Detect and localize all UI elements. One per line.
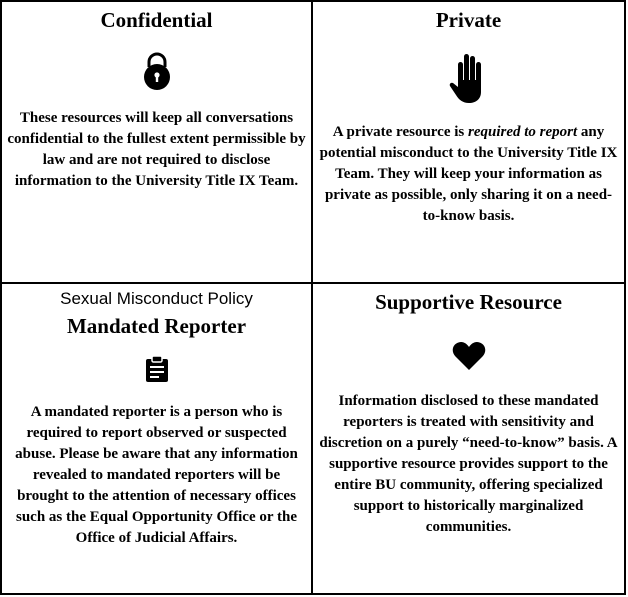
panel-description: A mandated reporter is a person who is required to report observed or suspected abuse. Please be aware that any information revealed to mandated reporters will be brought to the attention of necessary offices such as the Equal Opportunity Office or the Office of Judicial Affairs. xyxy=(15,404,298,546)
hand-icon xyxy=(449,52,489,104)
policy-label: Sexual Misconduct Policy xyxy=(60,289,253,308)
panel-private xyxy=(313,2,624,283)
description-emphasis: required to report xyxy=(468,124,578,140)
panel-confidential xyxy=(1,2,312,283)
lock-icon xyxy=(142,52,172,90)
panel-description: Information disclosed to these mandated reporters is treated with sensitivity and discretion on a purely “need-to-know” basis. A supportive resource provides support to the entire BU community, offering specialized support to historically marginalized communities. xyxy=(319,393,618,535)
panel-supportive-resource xyxy=(313,284,624,593)
bottom-border xyxy=(0,593,626,595)
panel-title: Private xyxy=(435,8,502,32)
right-border xyxy=(624,0,626,595)
panel-title: Confidential xyxy=(100,8,213,32)
panel-description xyxy=(313,122,624,227)
description-start: A private resource is xyxy=(332,124,468,140)
description-end: any potential misconduct to the University Title IX Team. They will keep your information as private as possible, only sharing it on a need-to-know basis. xyxy=(319,124,618,224)
panel-title: Supportive Resource xyxy=(375,290,562,314)
panel-title: Mandated Reporter xyxy=(66,314,247,338)
panel-description: These resources will keep all conversations confidential to the fullest extent permissible by law and are not required to disclose information to the University Title IX Team. xyxy=(7,110,306,189)
clipboard-icon xyxy=(145,355,169,383)
panel-mandated-reporter xyxy=(1,284,312,593)
heart-icon xyxy=(452,341,486,371)
